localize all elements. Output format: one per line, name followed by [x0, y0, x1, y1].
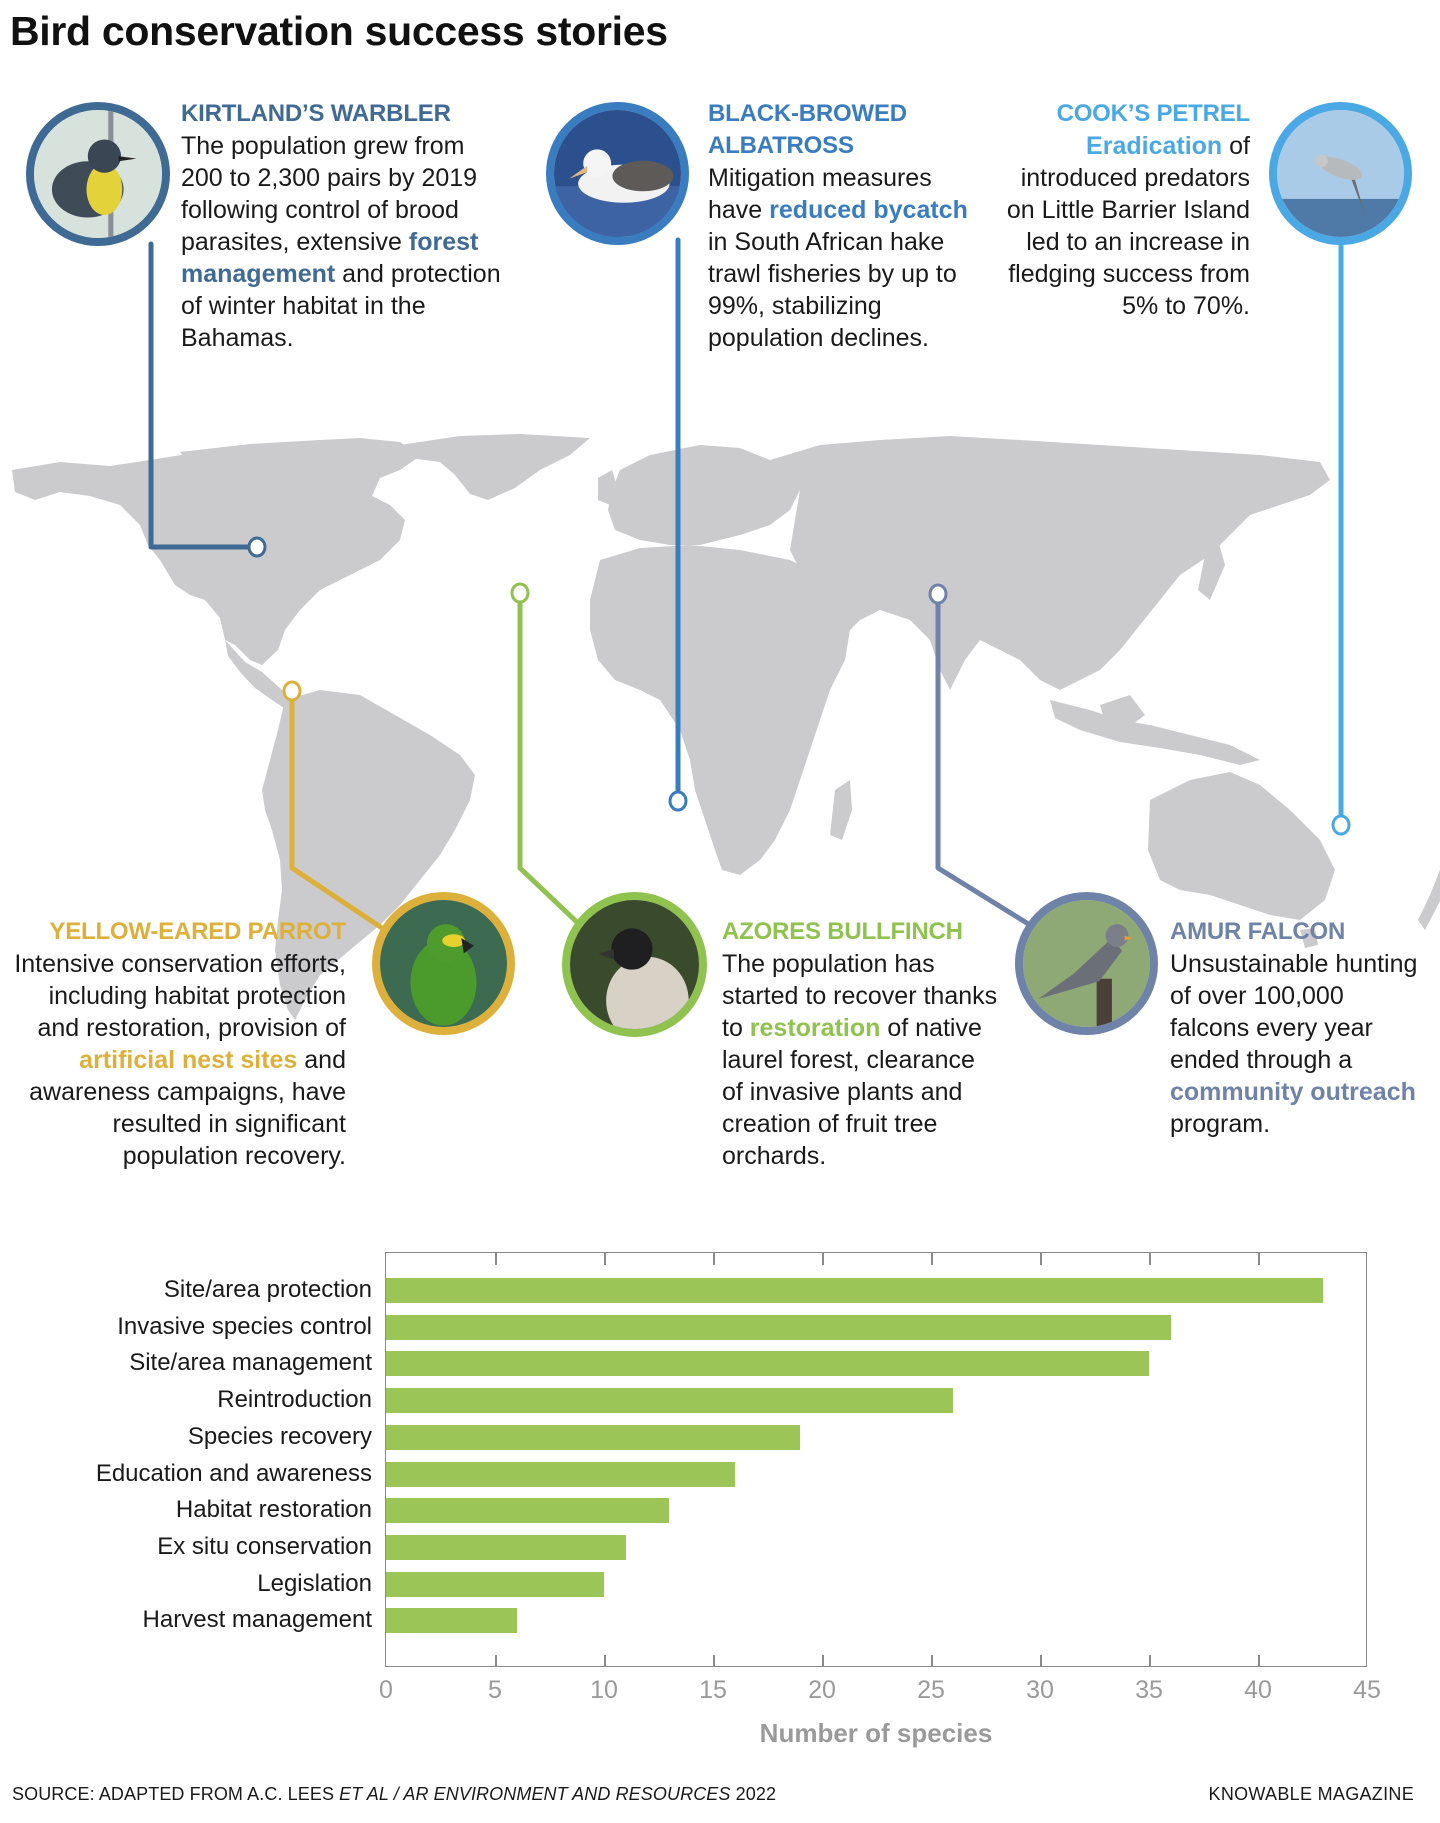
story-cooks-petrel: [1000, 98, 1250, 322]
story-title: AMUR FALCON: [1170, 918, 1346, 945]
story-text: Intensive conservation efforts, including habitat protection and restoration, provision of: [14, 950, 346, 1042]
north-america: [12, 438, 420, 665]
tick-mark: [604, 1655, 606, 1667]
story-text: program.: [1170, 1110, 1271, 1138]
story-title: AZORES BULLFINCH: [722, 918, 963, 945]
story-text: of native laurel forest, clearance of invasive plants and creation of fruit tree orchards.: [722, 1014, 982, 1170]
story-text: and protection of winter habitat in the Bahamas.: [181, 260, 501, 352]
story-highlight: restoration: [749, 1014, 881, 1042]
tick-mark: [822, 1253, 824, 1265]
category-label: Species recovery: [187, 1422, 372, 1450]
category-label: Reintroduction: [217, 1386, 372, 1414]
albatross-location-dot: [670, 792, 686, 810]
x-tick-label: 25: [917, 1676, 945, 1704]
bar: [386, 1315, 1171, 1340]
asia: [770, 436, 1330, 690]
amur-falcon-photo: [1015, 892, 1158, 1035]
bar: [386, 1462, 735, 1487]
falcon-image: [1023, 900, 1150, 1027]
page-title: Bird conservation success stories: [10, 8, 668, 54]
tick-mark: [1258, 1253, 1260, 1265]
tick-mark: [495, 1655, 497, 1667]
story-text: and awareness campaigns, have resulted in significant population recovery.: [29, 1046, 346, 1170]
category-label: Site/area protection: [163, 1276, 372, 1303]
bar: [386, 1278, 1323, 1303]
story-title: KIRTLAND’S WARBLER: [181, 100, 451, 127]
x-tick-label: 45: [1353, 1676, 1381, 1704]
story-yellow-eared-parrot: [14, 916, 346, 1172]
petrel-image: [1277, 110, 1404, 237]
source-credit: [12, 1784, 776, 1805]
category-label: Habitat restoration: [175, 1496, 372, 1524]
bar: [386, 1608, 517, 1633]
bullfinch-location-dot: [512, 584, 528, 602]
tick-mark: [713, 1655, 715, 1667]
x-tick-label: 10: [590, 1676, 618, 1704]
tick-mark: [1040, 1253, 1042, 1265]
x-tick-label: 35: [1135, 1676, 1163, 1704]
azores-bullfinch-photo: [562, 892, 707, 1037]
source-year: 2022: [730, 1784, 777, 1804]
petrel-location-dot: [1333, 816, 1349, 834]
x-tick-label: 15: [699, 1676, 727, 1704]
x-tick-label: 30: [1026, 1676, 1054, 1704]
bar: [386, 1535, 626, 1560]
source-publication: ET AL / AR ENVIRONMENT AND RESOURCES: [339, 1784, 731, 1804]
story-text: Unsustainable hunting of over 100,000 falcons every year ended through a: [1170, 950, 1418, 1074]
kirtlands-warbler-photo: [26, 102, 170, 246]
story-highlight: Eradication: [1086, 132, 1223, 160]
category-label: Site/area management: [129, 1349, 372, 1377]
x-tick-label: 40: [1244, 1676, 1272, 1704]
story-highlight: reduced bycatch: [769, 196, 968, 224]
tick-mark: [604, 1253, 606, 1265]
story-text: in South African hake trawl fisheries by up to 99%, stabilizing population declines.: [708, 228, 957, 352]
publisher-brand: KNOWABLE MAGAZINE: [1208, 1784, 1414, 1804]
cooks-petrel-photo: [1269, 102, 1412, 245]
tick-mark: [495, 1253, 497, 1265]
tick-mark: [1149, 1655, 1151, 1667]
category-label: Invasive species control: [117, 1312, 372, 1340]
tick-mark: [931, 1655, 933, 1667]
story-highlight: forest management: [181, 228, 479, 288]
black-browed-albatross-photo: [546, 102, 689, 245]
category-label: Legislation: [257, 1569, 372, 1597]
albatross-image: [554, 110, 681, 237]
story-text: The population has started to recover thanks to: [722, 950, 998, 1042]
story-text: Mitigation measures have: [708, 164, 932, 224]
story-amur-falcon: [1170, 916, 1420, 1140]
x-tick-label: 20: [808, 1676, 836, 1704]
category-label: Education and awareness: [95, 1459, 372, 1487]
greenland: [400, 434, 590, 500]
indonesia: [1050, 700, 1260, 765]
story-black-browed-albatross: [708, 98, 978, 354]
bar: [386, 1388, 953, 1413]
story-text: The population grew from 200 to 2,300 pairs by 2019 following control of brood parasites, extensive: [181, 132, 478, 256]
category-label: Ex situ conservation: [157, 1532, 372, 1560]
story-title: COOK’S PETREL: [1056, 100, 1250, 127]
tick-mark: [713, 1253, 715, 1265]
falcon-location-dot: [930, 585, 946, 603]
story-azores-bullfinch: [722, 916, 1002, 1172]
x-tick-label: 0: [379, 1676, 393, 1704]
x-tick-label: 5: [488, 1676, 502, 1704]
bar: [386, 1425, 800, 1450]
parrot-image: [380, 900, 507, 1027]
story-text: of introduced predators on Little Barrier Island led to an increase in fledging success from 5% to 70%.: [1006, 132, 1250, 320]
story-title: BLACK-BROWED ALBATROSS: [708, 100, 907, 159]
yellow-eared-parrot-photo: [372, 892, 515, 1035]
story-highlight: community outreach: [1170, 1078, 1416, 1106]
tick-mark: [822, 1655, 824, 1667]
bar: [386, 1498, 669, 1523]
australia: [1148, 772, 1335, 920]
story-kirtlands-warbler: [181, 98, 511, 354]
madagascar: [830, 780, 852, 840]
story-highlight: artificial nest sites: [79, 1046, 298, 1074]
bullfinch-image: [570, 900, 699, 1029]
x-axis-title: Number of species: [759, 1718, 993, 1748]
tick-mark: [1040, 1655, 1042, 1667]
tick-mark: [1149, 1253, 1151, 1265]
category-label: Harvest management: [142, 1606, 372, 1634]
tick-mark: [931, 1253, 933, 1265]
bar: [386, 1572, 604, 1597]
warbler-image: [34, 110, 162, 238]
new-zealand: [1418, 840, 1440, 930]
source-prefix: SOURCE: ADAPTED FROM A.C. LEES: [12, 1784, 340, 1804]
parrot-location-dot: [284, 682, 300, 700]
bar: [386, 1351, 1149, 1376]
kirtland-location-dot: [249, 538, 265, 556]
story-title: YELLOW-EARED PARROT: [49, 918, 346, 945]
bullfinch-connector: [520, 599, 580, 925]
tick-mark: [1258, 1655, 1260, 1667]
